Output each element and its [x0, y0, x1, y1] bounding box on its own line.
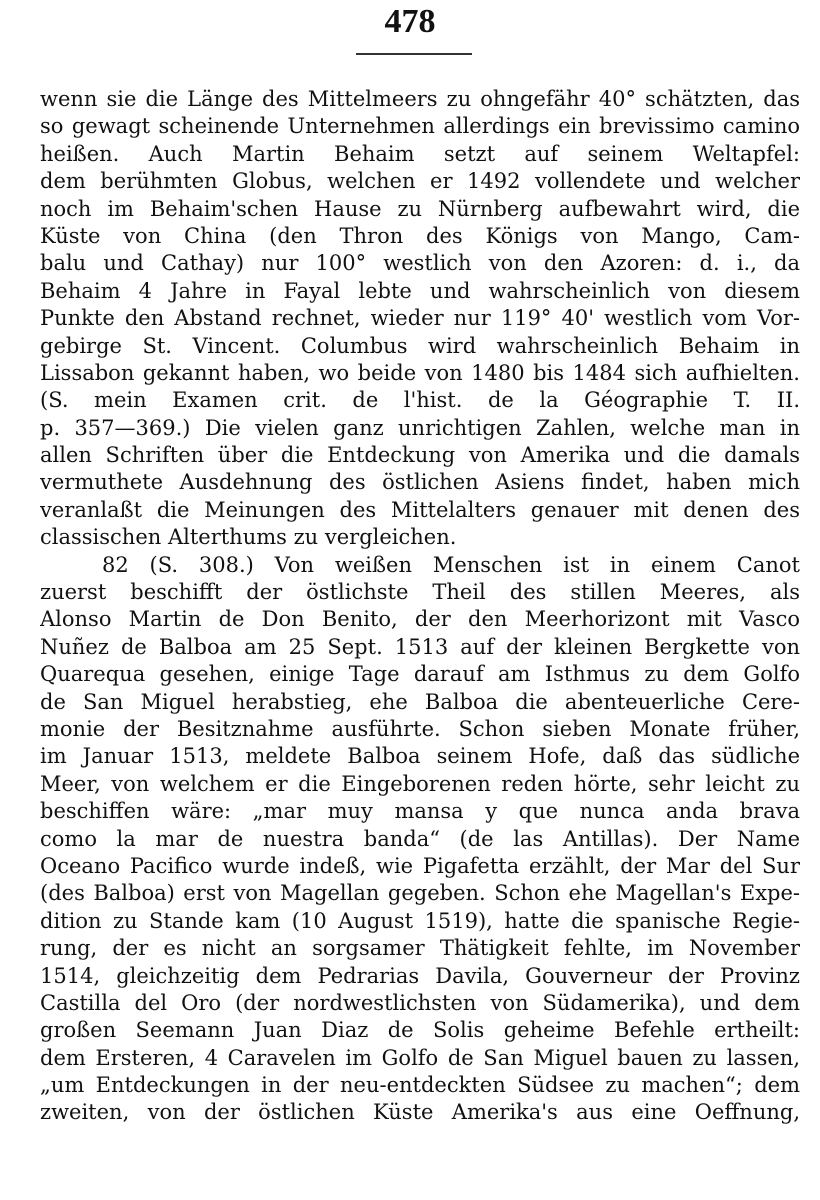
body-text — [40, 86, 800, 1127]
text-line: 1514, gleichzeitig dem Pedrarias Davila, Gouverneur der Provinz — [40, 963, 800, 988]
text-line: como la mar de nuestra banda“ (de las Antillas). Der Name — [40, 826, 800, 851]
text-line: classischen Alterthums zu vergleichen. — [40, 525, 457, 550]
text-line: im Januar 1513, meldete Balboa seinem Hofe, daß das südliche — [40, 744, 800, 769]
text-line: Behaim 4 Jahre in Fayal lebte und wahrscheinlich von diesem — [40, 278, 800, 303]
header-rule — [356, 53, 472, 55]
text-line: p. 357—369.) Die vielen ganz unrichtigen Zahlen, welche man in — [40, 415, 800, 440]
text-line: zweiten, von der östlichen Küste Amerika's aus eine Oeffnung, — [40, 1100, 800, 1125]
text-line: Castilla del Oro (der nordwestlichsten von Südamerika), und dem — [40, 990, 800, 1015]
text-line: allen Schriften über die Entdeckung von Amerika und die damals — [40, 443, 800, 468]
text-line: dition zu Stande kam (10 August 1519), hatte die spanische Regie- — [40, 908, 800, 933]
text-line: Oceano Pacifico wurde indeß, wie Pigafetta erzählt, der Mar del Sur — [40, 853, 800, 878]
text-line: de San Miguel herabstieg, ehe Balboa die abenteuerliche Cere- — [40, 689, 800, 714]
text-line: großen Seemann Juan Diaz de Solis geheime Befehle ertheilt: — [40, 1018, 800, 1043]
text-line: veranlaßt die Meinungen des Mittelalters genauer mit denen des — [40, 497, 800, 522]
text-line: beschiffen wäre: „mar muy mansa y que nunca anda brava — [40, 799, 800, 824]
text-line: wenn sie die Länge des Mittelmeers zu ohngefähr 40° schätzten, das — [40, 87, 800, 111]
text-line: monie der Besitznahme ausführte. Schon sieben Monate früher, — [40, 716, 800, 741]
text-line: rung, der es nicht an sorgsamer Thätigkeit fehlte, im November — [40, 936, 800, 961]
text-line: (des Balboa) erst von Magellan gegeben. Schon ehe Magellan's Expe- — [40, 881, 800, 906]
text-line: „um Entdeckungen in der neu-entdeckten Südsee zu machen“; dem — [40, 1073, 800, 1098]
text-line: Quarequa gesehen, einige Tage darauf am Isthmus zu dem Golfo — [40, 662, 800, 687]
text-line: heißen. Auch Martin Behaim setzt auf seinem Weltapfel: — [40, 141, 800, 166]
text-line: Meer, von welchem er die Eingeborenen reden hörte, sehr leicht zu — [40, 771, 800, 796]
text-line: noch im Behaim'schen Hause zu Nürnberg aufbewahrt wird, die — [40, 196, 800, 221]
text-line: dem Ersteren, 4 Caravelen im Golfo de San Miguel bauen zu lassen, — [40, 1045, 800, 1070]
text-line: balu und Cathay) nur 100° westlich von den Azoren: d. i., da — [40, 251, 800, 276]
text-line: Alonso Martin de Don Benito, der den Meerhorizont mit Vasco — [40, 607, 800, 632]
text-line: gebirge St. Vincent. Columbus wird wahrscheinlich Behaim in — [40, 333, 800, 358]
text-line: Küste von China (den Thron des Königs von Mango, Cam- — [40, 223, 800, 248]
text-line: dem berühmten Globus, welchen er 1492 vollendete und welcher — [40, 169, 800, 194]
text-line: Punkte den Abstand rechnet, wieder nur 119° 40' westlich vom Vor- — [40, 306, 800, 331]
text-line: Nuñez de Balboa am 25 Sept. 1513 auf der kleinen Bergkette von — [40, 634, 800, 659]
text-line: Lissabon gekannt haben, wo beide von 1480 bis 1484 sich aufhielten. — [40, 360, 800, 385]
text-line: so gewagt scheinende Unternehmen allerdings ein brevissimo camino — [40, 114, 800, 139]
text-line: vermuthete Ausdehnung des östlichen Asiens findet, haben mich — [40, 470, 800, 495]
page-number: 478 — [384, 3, 436, 40]
text-line: (S. mein Examen crit. de l'hist. de la Géographie T. II. — [40, 388, 800, 413]
text-line: 82 (S. 308.) Von weißen Menschen ist in einem Canot — [102, 552, 800, 577]
text-line: zuerst beschifft der östlichste Theil des stillen Meeres, als — [40, 580, 800, 605]
